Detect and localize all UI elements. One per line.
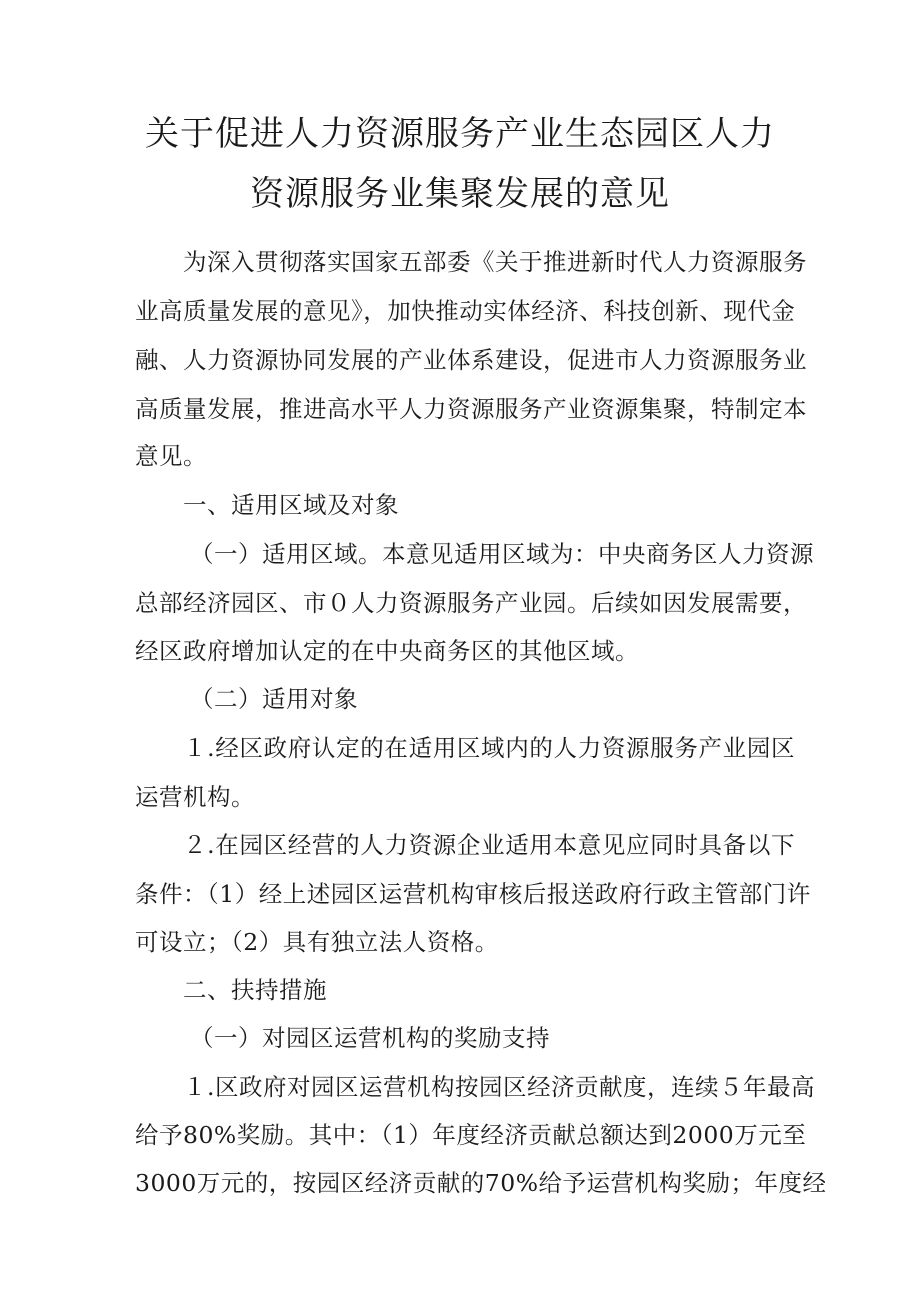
intro-line-1: 为深入贯彻落实国家五部委《关于推进新时代人力资源服务 <box>183 248 807 276</box>
s1-2-heading: （二）适用对象 <box>190 685 358 713</box>
s1-1-line-2: 总部经济园区、市０人力资源服务产业园。后续如因发展需要， <box>135 589 807 617</box>
section-2-heading: 二、扶持措施 <box>183 976 327 1004</box>
s2-1-heading: （一）对园区运营机构的奖励支持 <box>190 1024 550 1052</box>
intro-line-3: 融、人力资源协同发展的产业体系建设，促进市人力资源服务业 <box>135 346 807 374</box>
s1-2-item1-line-2: 运营机构。 <box>135 783 255 811</box>
s2-1-item1-line-2: 给予80%奖励。其中：（1）年度经济贡献总额达到2000万元至 <box>135 1121 807 1149</box>
s1-1-line-1: （一）适用区域。本意见适用区域为：中央商务区人力资源 <box>190 540 814 568</box>
s1-1-line-3: 经区政府增加认定的在中央商务区的其他区域。 <box>135 637 639 665</box>
intro-line-5: 意见。 <box>135 442 207 470</box>
s2-1-item1-line-1: １.区政府对园区运营机构按园区经济贡献度，连续５年最高 <box>183 1073 815 1101</box>
s1-2-item2-line-3: 可设立；（2）具有独立法人资格。 <box>135 928 499 956</box>
document-title-line-1: 关于促进人力资源服务产业生态园区人力 <box>145 114 775 154</box>
s2-1-item1-line-3: 3000万元的，按园区经济贡献的70%给予运营机构奖励；年度经 <box>135 1169 827 1197</box>
s1-2-item2-line-2: 条件：（1）经上述园区运营机构审核后报送政府行政主管部门许 <box>135 880 811 908</box>
intro-line-4: 高质量发展，推进高水平人力资源服务产业资源集聚，特制定本 <box>135 395 807 423</box>
document-title-line-2: 资源服务业集聚发展的意见 <box>250 174 670 214</box>
section-1-heading: 一、适用区域及对象 <box>183 491 399 519</box>
s1-2-item2-line-1: ２.在园区经营的人力资源企业适用本意见应同时具备以下 <box>183 831 795 859</box>
intro-line-2: 业高质量发展的意见》，加快推动实体经济、科技创新、现代金 <box>135 297 796 325</box>
s1-2-item1-line-1: １.经区政府认定的在适用区域内的人力资源服务产业园区 <box>183 734 795 762</box>
